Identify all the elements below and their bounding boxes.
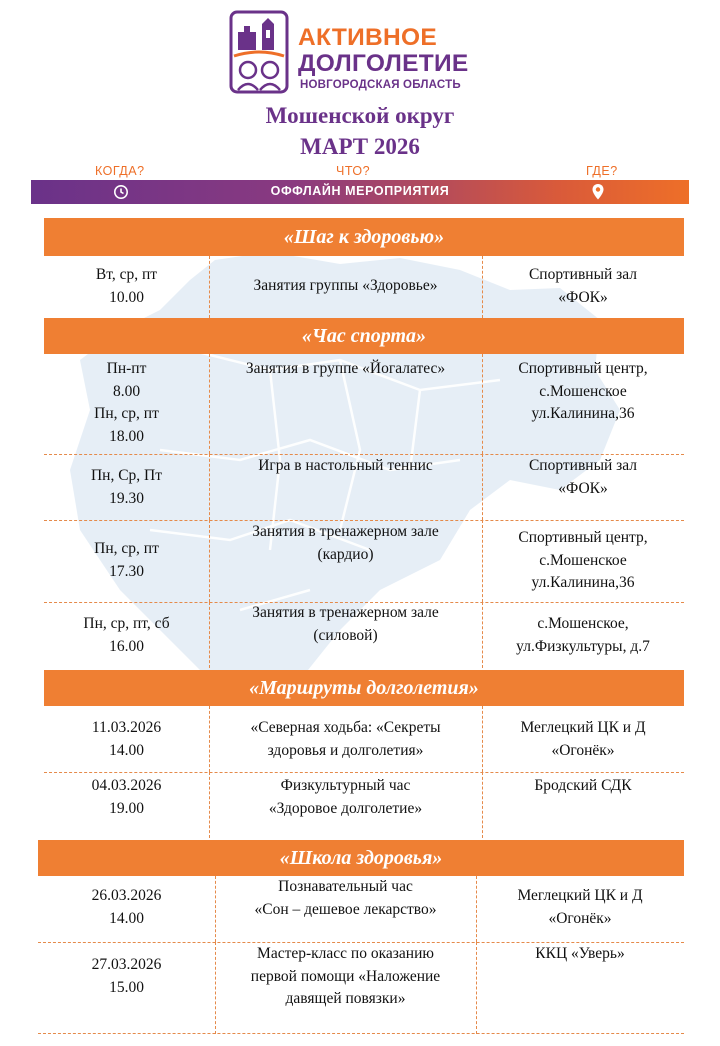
table-row <box>44 706 684 772</box>
what-label: ЧТО? <box>336 164 371 178</box>
when-cell: 26.03.2026 14.00 <box>91 887 162 927</box>
table-row <box>44 454 684 520</box>
logo-title-line1: АКТИВНОЕ <box>298 24 438 51</box>
table-row <box>44 354 684 454</box>
month-title: МАРТ 2026 <box>300 134 420 159</box>
section-header: «Шаг к здоровью» <box>44 218 684 256</box>
when-label: КОГДА? <box>95 164 145 178</box>
when-cell: 27.03.2026 15.00 <box>91 956 162 996</box>
table-row <box>38 942 684 1034</box>
what-cell: Занятия в группе «Йогалатес» <box>245 360 446 377</box>
when-cell: Пн, ср, пт 17.30 <box>94 540 159 580</box>
when-cell: 11.03.2026 14.00 <box>91 719 162 759</box>
when-cell: Пн-пт 8.00 Пн, ср, пт 18.00 <box>94 360 159 445</box>
what-cell: Занятия группы «Здоровье» <box>253 277 438 294</box>
where-cell: Меглецкий ЦК и Д «Огонёк» <box>520 719 646 759</box>
section-header: «Маршруты долголетия» <box>44 670 684 706</box>
where-cell: Меглецкий ЦК и Д «Огонёк» <box>517 887 643 927</box>
where-cell: с.Мошенское, ул.Физкультуры, д.7 <box>516 615 650 655</box>
banner-text: ОФФЛАЙН МЕРОПРИЯТИЯ <box>270 184 450 198</box>
section-header: «Школа здоровья» <box>38 840 684 876</box>
logo-title-line2: ДОЛГОЛЕТИЕ <box>298 50 469 77</box>
region-title: Мошенской округ <box>265 103 455 128</box>
where-cell: Спортивный центр, с.Мошенское ул.Калинина,36 <box>518 529 648 591</box>
section-header: «Час спорта» <box>44 318 684 354</box>
table-row <box>44 520 684 602</box>
when-cell: Вт, ср, пт 10.00 <box>95 266 158 306</box>
when-cell: 04.03.2026 19.00 <box>91 777 162 817</box>
where-cell: ККЦ «Уверь» <box>535 945 625 962</box>
table-row <box>38 876 684 942</box>
what-cell: Занятия в тренажерном зале (силовой) <box>252 604 439 644</box>
what-cell: Мастер-класс по оказанию первой помощи «Наложение давящей повязки» <box>250 945 441 1007</box>
where-cell: Бродский СДК <box>534 777 632 794</box>
what-cell: Занятия в тренажерном зале (кардио) <box>252 523 439 563</box>
when-cell: Пн, Ср, Пт 19.30 <box>90 467 163 507</box>
what-cell: Познавательный час «Сон – дешевое лекарство» <box>254 878 437 918</box>
where-cell: Спортивный зал «ФОК» <box>528 266 638 306</box>
what-cell: Игра в настольный теннис <box>258 457 433 474</box>
where-label: ГДЕ? <box>586 164 618 178</box>
where-cell: Спортивный центр, с.Мошенское ул.Калинина,36 <box>518 360 648 422</box>
table-row <box>44 256 684 318</box>
table-row <box>44 772 684 838</box>
when-cell: Пн, ср, пт, сб 16.00 <box>83 615 170 655</box>
what-cell: «Северная ходьба: «Секреты здоровья и долголетия» <box>250 719 441 759</box>
where-cell: Спортивный зал «ФОК» <box>528 457 638 497</box>
what-cell: Физкультурный час «Здоровое долголетие» <box>268 777 423 817</box>
logo-subtitle: НОВГОРОДСКАЯ ОБЛАСТЬ <box>300 79 461 91</box>
table-row <box>44 602 684 668</box>
